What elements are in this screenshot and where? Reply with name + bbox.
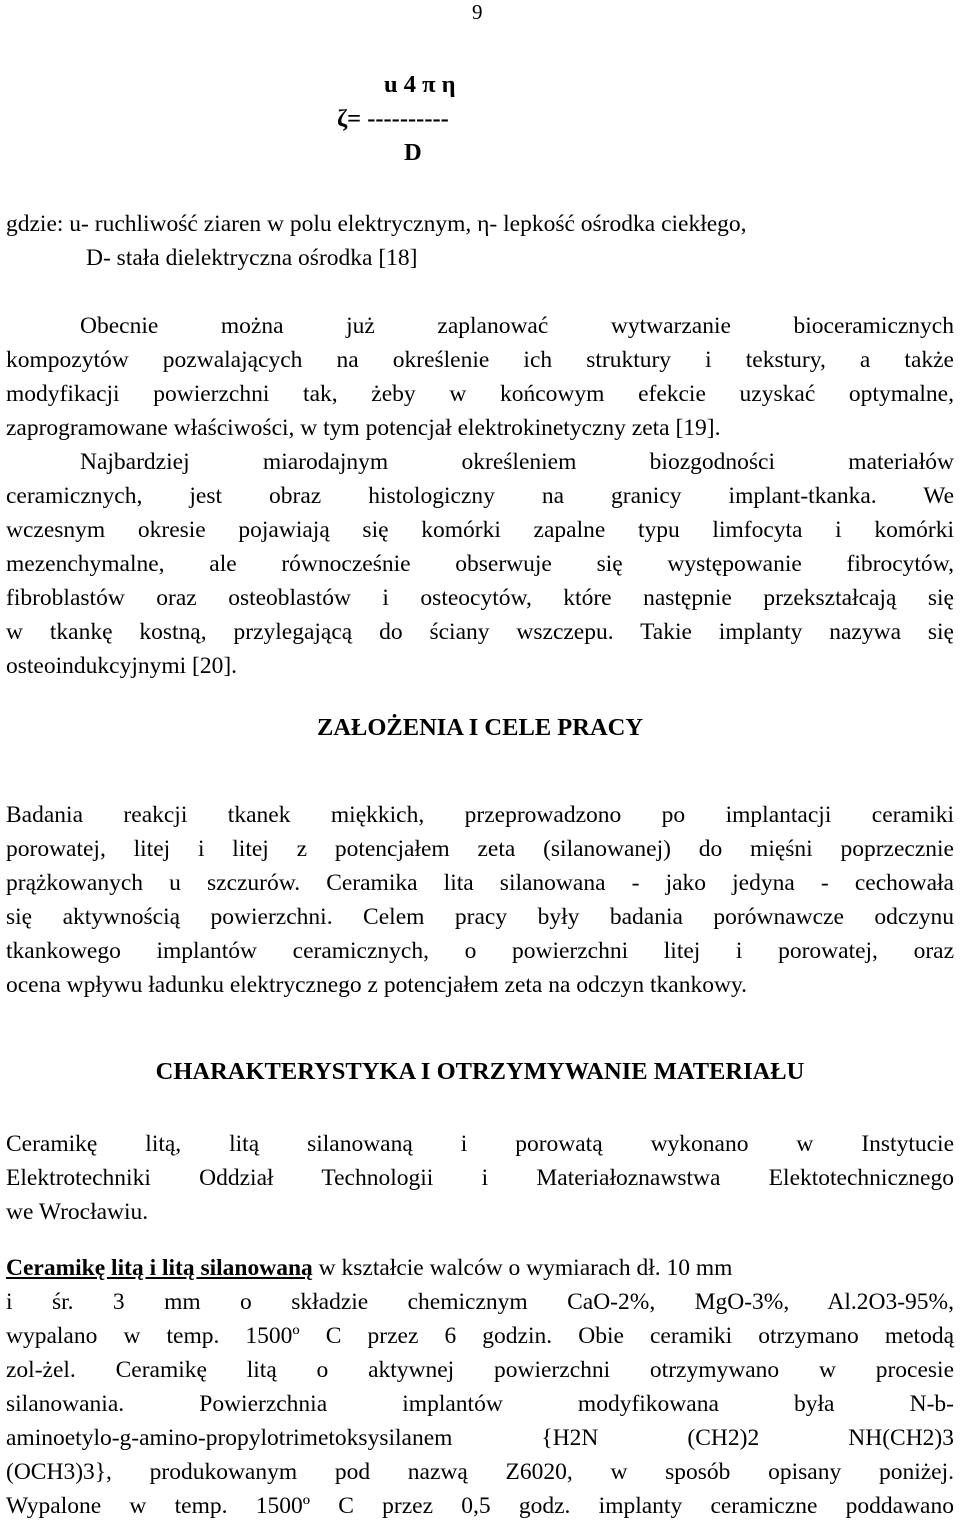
text-line: ocena wpływu ładunku elektrycznego z potencjałem zeta na odczyn tkankowy. [6,972,748,998]
definition-line: gdzie: u- ruchliwość ziaren w polu elektrycznym, η- lepkość ośrodka ciekłego, [6,211,747,237]
text-line: porowatej, litej i litej z potencjałem zeta (silanowanej) do mięśni poprzecznie [6,836,954,862]
lead-rest-text: w kształcie walców o wymiarach dł. 10 mm [312,1255,733,1281]
text-line: i śr. 3 mm o składzie chemicznym CaO-2%, MgO-3%, Al.2O3-95%, [6,1289,954,1315]
text-line: mezenchymalne, ale równocześnie obserwuje się występowanie fibrocytów, [6,551,954,577]
text-line: ceramicznych, jest obraz histologiczny na granicy implant-tkanka. We [6,483,954,509]
section-heading-goals: ZAŁOŻENIA I CELE PRACY [316,714,644,741]
text-line: osteoindukcyjnymi [20]. [6,653,238,679]
text-line: (OCH3)3}, produkowanym pod nazwą Z6020, w sposób opisany poniżej. [6,1459,954,1485]
formula-lhs: ζ= ---------- [337,105,449,132]
definition-line: D- stała dielektryczna ośrodka [18] [86,245,418,271]
text-line: kompozytów pozwalających na określenie ich struktury i tekstury, a także [6,347,954,373]
formula-numerator: u 4 π η [384,71,456,98]
text-line: Wypalone w temp. 1500º C przez 0,5 godz. implanty ceramiczne poddawano [6,1493,954,1519]
text-line: tkankowego implantów ceramicznych, o powierzchni litej i porowatej, oraz [6,938,954,964]
text-line [6,1251,954,1285]
text-line: zaprogramowane właściwości, w tym potencjał elektrokinetyczny zeta [19]. [6,415,721,441]
paragraph-goals [6,798,954,1002]
section-heading-material: CHARAKTERYSTYKA I OTRZYMYWANIE MATERIAŁU [155,1058,805,1085]
text-line: się aktywnością powierzchni. Celem pracy były badania porównawcze odczynu [6,904,954,930]
text-line: prążkowanych u szczurów. Ceramika lita silanowana - jako jedyna - cechowała [6,870,954,896]
text-line: wczesnym okresie pojawiają się komórki zapalne typu limfocyta i komórki [6,517,954,543]
text-line: Najbardziej miarodajnym określeniem biozgodności materiałów [80,449,954,475]
formula-definitions [6,207,954,275]
paragraph-material-preparation [6,1251,954,1523]
text-line: Elektrotechniki Oddział Technologii i Materiałoznawstwa Elektotechnicznego [6,1165,954,1191]
text-line: fibroblastów oraz osteoblastów i osteocytów, które następnie przekształcają się [6,585,954,611]
text-line: modyfikacji powierzchni tak, żeby w końcowym efekcie uzyskać optymalne, [6,381,954,407]
text-line: we Wrocławiu. [6,1199,149,1225]
paragraph-material-origin [6,1127,954,1229]
page-number: 9 [472,0,483,24]
text-line: aminoetylo-g-amino-propylotrimetoksysilanem {H2N (CH2)2 NH(CH2)3 [6,1425,954,1451]
text-line: Badania reakcji tkanek miękkich, przeprowadzono po implantacji ceramiki [6,802,954,828]
paragraph-biocomposites [6,309,954,683]
text-line: silanowania. Powierzchnia implantów modyfikowana była N-b- [6,1391,954,1417]
text-line: w tkankę kostną, przylegającą do ściany wszczepu. Takie implanty nazywa się [6,619,954,645]
text-line: Obecnie można już zaplanować wytwarzanie bioceramicznych [80,313,954,339]
bold-lead-text: Ceramikę litą i litą silanowaną [6,1255,313,1281]
text-line: wypalano w temp. 1500º C przez 6 godzin. Obie ceramiki otrzymano metodą [6,1323,954,1349]
text-line: Ceramikę litą, litą silanowaną i porowatą wykonano w Instytucie [6,1131,954,1157]
formula-denominator: D [404,139,422,166]
text-line: zol-żel. Ceramikę litą o aktywnej powierzchni otrzymywano w procesie [6,1357,954,1383]
